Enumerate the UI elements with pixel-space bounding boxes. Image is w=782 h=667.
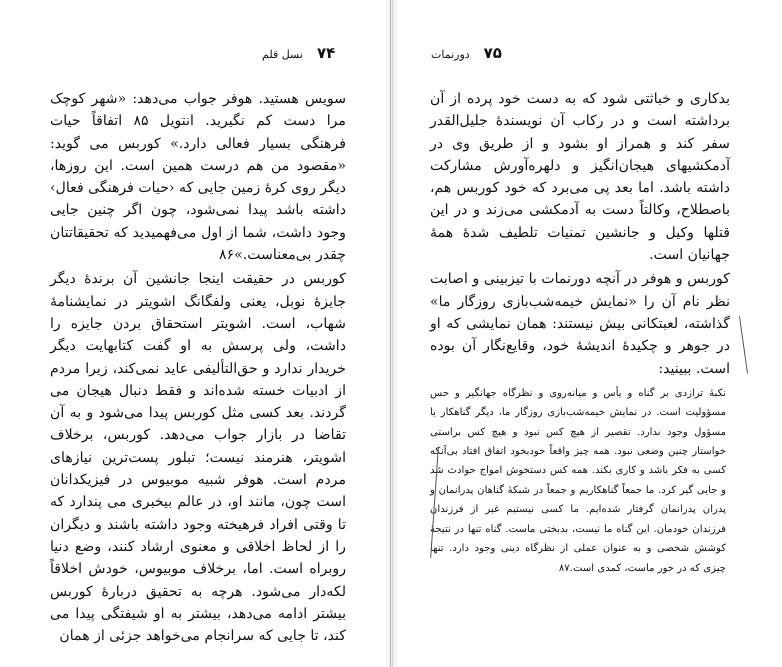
right-page-header: [431, 44, 502, 62]
block-quote: نکبهٔ ترازدی بر گناه و یأس و میانه‌روی و نظرگاه جهانگیر و حس مسؤولیت است. در نمایش خیمه‌شب‌بازی روزگار ما، دیگر گناهکار یا مسؤول وجود ندارد. تقصیر از هیچ کس نبود و هیچ کس براستی خواستار چنین وضعی نبود. همه چیز واقعاً خودبخود اتفاق افتاد بی‌آنکه کسی به فکر باشد و کاری بکند. همه کس دستخوش امواج حوادث شد و جایی گیر کرد. ما جمعاً گناهکاریم و جمعاً در شبکهٔ گناهان پدرانمان و پدران پدرانمان گرفتار شده‌ایم. ما کسی نیستیم غیر از فرزندان فرزندان خودمان. این گناه ما نیست، بدبختی ماست. گناه تنها در نتیجهٔ کوشش شخصی و به عنوان عملی از نظرگاه دینی وجود دارد. تنها چیزی که در خور ماست، کمدی است.۸۷: [430, 387, 726, 574]
left-page-number: ۷۴: [316, 44, 336, 62]
right-running-head: دورنمات: [431, 48, 470, 61]
right-paragraph-2: کوربس و هوفر در آنچه دورنمات با تیزبینی و اصابت نظر نام آن را «نمایش خیمه‌شب‌بازی روزگار ما» گذاشته، لعبتکانی بیش نیستند: همان نمایشی که او در جوهر و چکیدهٔ اندیشهٔ خود، وقایع‌نگار آن بوده است. ببینید:: [430, 271, 730, 377]
left-page-body: [50, 88, 346, 647]
left-page-header: [262, 44, 335, 62]
pencil-margin-mark: [739, 316, 748, 374]
right-page: [392, 0, 782, 667]
right-page-number: ۷۵: [483, 44, 502, 62]
left-running-head: نسل قلم: [262, 48, 303, 61]
right-page-body: [430, 88, 730, 578]
left-paragraph-2: کوربس در حقیقت اینجا جانشین آن برندهٔ دیگر جایزهٔ نوبل، یعنی ولفگانگ اشویتر در نمایشنامهٔ شهاب، است. اشویتر استحقاق بردن جایزه را داشت، ولی پرسش به او گفت کتابهایت دیگر خریدار ندارد و حق‌التألیفی عاید نمی‌کند، زیرا مردم از ادبیات خسته شده‌اند و فقط دنبال هیجان می گردند. بعد کسی مثل کوربس پیدا می‌شود و به آن تقاضا در بازار جواب می‌دهد. کوربس، برخلاف اشویتر، هنرمند نیست؛ تبلور پست‌ترین نیازهای مردم است. هوفر شبیه موبیوس در فیزیکدانان است چون، مانند او، در عالم بیخبری می پندارد که تا وقتی افراد فرهیخته وجود داشته باشند و دیگران را از لحاظ اخلاقی و معنوی ارشاد کنند، وضع دنیا روبراه است. اما، برخلاف موبیوس، خودش اخلاقاً لکه‌دار می‌شود. هرچه به تحقیق دربارهٔ کوربس بیشتر ادامه می‌دهد، بیشتر به او شیفتگی پیدا می کند، تا جایی که سرانجام می‌خواهد جزئی از همان: [50, 271, 346, 645]
right-paragraph-1: بدکاری و خباثتی شود که به دست خود پرده از آن برداشته است و در رکاب آن نویسندهٔ جلیل‌القدر سفر کند و همراز او بشود و از طریق وی در آدمکشیهای هیجان‌انگیز و دلهره‌آورش مشارکت داشته باشد. اما بعد پی می‌برد که خود کوربس هم، باصطلاح، وکالتاً دست به آدمکشی می‌زند و در این قتلها وکیل و جانشین تمنیات تلطیف شدهٔ همهٔ جهانیان است.: [430, 91, 730, 264]
left-paragraph-1: سویس هستید. هوفر جواب می‌دهد: «شهر کوچک مرا دست کم نگیرید. انتویل ۸۵ اتفاقاً حیات فرهنگی بسیار فعالی دارد.» کوربس می گوید: «مقصود من هم درست همین است. این روزها، دیگر روی کرهٔ زمین جایی که ‹حیات فرهنگی فعال› داشته باشد پیدا نمی‌شود، چون اگر چنین جایی وجود داشت، شما از اول می‌فهمیدید که تحقیقاتتان چقدر بی‌معناست.»۸۶: [50, 91, 346, 264]
